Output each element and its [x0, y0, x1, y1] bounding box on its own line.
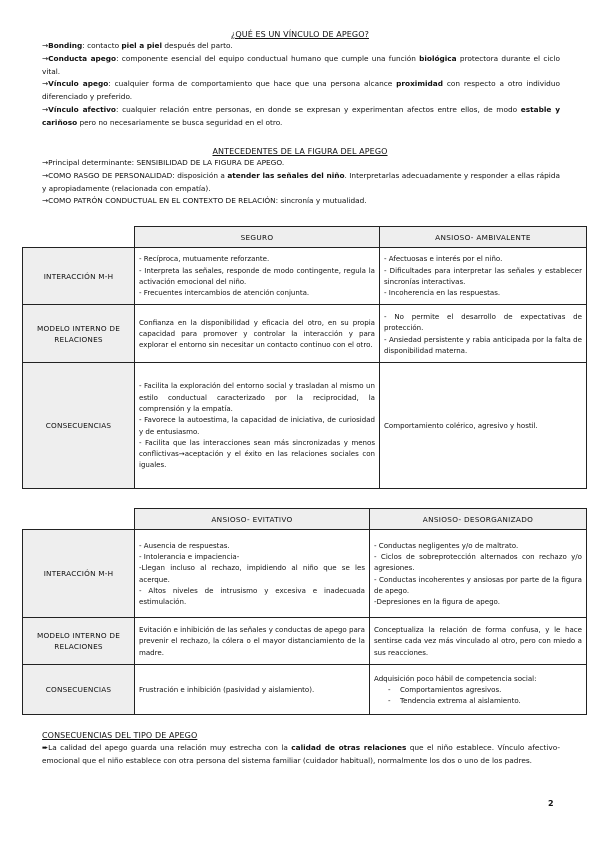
table1-corner	[23, 227, 135, 248]
cell-modelo-ambivalente: - No permite el desarrollo de expectativas de protección. - Ansiedad persistente y rabia anticipada por la falta de disponibilidad materna.	[380, 305, 587, 363]
cell-interaccion-desorganizado: - Conductas negligentes y/o de maltrato. - Ciclos de sobreprotección alternados con rechazo y/o agresiones. - Conductas incoherentes y ansiosas por parte de la figura de apego. -Depresiones en la figura de apego.	[370, 530, 587, 618]
antecedente-rasgo: →COMO RASGO DE PERSONALIDAD: disposición a atender las señales del niño. Interpretarlas adecuadamente y responder a ellas rápida y apropiadamente (relacionada con empatía).	[42, 170, 560, 193]
cell-modelo-desorganizado: Conceptualiza la relación de forma confusa, y le hace sentirse cada vez más vinculado al otro, pero con miedo a sus reacciones.	[370, 618, 587, 665]
definitions-block	[42, 40, 560, 130]
row-label-consecuencias: CONSECUENCIAS	[23, 363, 135, 489]
header-evitativo: ANSIOSO- EVITATIVO	[135, 509, 370, 530]
attachment-table-1	[22, 226, 587, 489]
cell-interaccion-ambivalente: - Afectuosas e interés por el niño. - Dificultades para interpretar las señales y establecer sincronías interactivas. - Incoherencia en las respuestas.	[380, 248, 587, 305]
cell-consecuencias-desorganizado: Adquisición poco hábil de competencia social: - Comportamientos agresivos. - Tendencia extrema al aislamiento.	[370, 665, 587, 715]
cell-interaccion-seguro: - Recíproca, mutuamente reforzante. - Interpreta las señales, responde de modo contingente, regula la activación emocional del niño. - Frecuentes intercambios de atención conjunta.	[135, 248, 380, 305]
antecedente-principal: →Principal determinante: SENSIBILIDAD DE LA FIGURA DE APEGO.	[42, 158, 285, 167]
cell-consecuencias-evitativo: Frustración e inhibición (pasividad y aislamiento).	[135, 665, 370, 715]
cell-consecuencias-ambivalente: Comportamiento colérico, agresivo y hostil.	[380, 363, 587, 489]
cell-modelo-seguro: Confianza en la disponibilidad y eficacia del otro, en su propia capacidad para promover y controlar la interacción y para explorar el entorno sin necesitar un contacto continuo con el otro.	[135, 305, 380, 363]
cell-interaccion-evitativo: - Ausencia de respuestas. - Intolerancia e impaciencia- -Llegan incluso al rechazo, impidiendo al niño que se les acerque. - Altos niveles de intrusismo y excesiva e inadecuada estimulación.	[135, 530, 370, 618]
header-seguro: SEGURO	[135, 227, 380, 248]
cell-consecuencias-seguro: - Facilita la exploración del entorno social y trasladan al mismo un estilo conductual caracterizado por la reciprocidad, la comprensión y la empatía. - Favorece la autoestima, la capacidad de iniciativa, de curiosidad y de entusiasmo. - Facilita que las interacciones sean más sincronizadas y menos conflictivas→aceptación y el éxito en las relaciones sociales con iguales.	[135, 363, 380, 489]
row-label-consecuencias: CONSECUENCIAS	[23, 665, 135, 715]
row-label-interaccion: INTERACCIÓN M-H	[23, 530, 135, 618]
page-number: 2	[548, 799, 554, 808]
cell-modelo-evitativo: Evitación e inhibición de las señales y conductas de apego para prevenir el rechazo, la cólera o el mayor distanciamiento de la madre.	[135, 618, 370, 665]
antecedentes-block	[42, 157, 560, 208]
attachment-table-2	[22, 508, 587, 715]
list-item: - Comportamientos agresivos.	[374, 684, 582, 695]
table2-corner	[23, 509, 135, 530]
header-desorganizado: ANSIOSO- DESORGANIZADO	[370, 509, 587, 530]
list-item: - Tendencia extrema al aislamiento.	[374, 695, 582, 706]
section-title-consecuencias: CONSECUENCIAS DEL TIPO DE APEGO	[42, 731, 198, 740]
row-label-modelo: MODELO INTERNO DE RELACIONES	[23, 305, 135, 363]
definition-vinculo-apego: →Vínculo apego: cualquier forma de comportamiento que hace que una persona alcance proximidad con respecto a otro individuo diferenciado y preferido.	[42, 79, 560, 102]
definition-vinculo-afectivo: →Vínculo afectivo: cualquier relación entre personas, en donde se expresan y experimentan afectos entre ellos, de modo estable y cariñoso pero no necesariamente se busca seguridad en el otro.	[42, 104, 560, 127]
antecedente-patron: →COMO PATRÓN CONDUCTUAL EN EL CONTEXTO DE RELACIÓN: sincronía y mutualidad.	[42, 196, 367, 206]
row-label-interaccion: INTERACCIÓN M-H	[23, 248, 135, 305]
definition-bonding: →Bonding: contacto piel a piel después del parto.	[42, 41, 233, 50]
consecuencias-paragraph: ➨La calidad del apego guarda una relación muy estrecha con la calidad de otras relaciones que el niño establece. Vínculo afectivo-emocional que el niño establece con otra persona del sistema familiar (cuidador habitual), normalmente los dos o uno de los padres.	[42, 743, 560, 765]
definition-conducta-apego: →Conducta apego: componente esencial del equipo conductual humano que cumple una función biológica protectora durante el ciclo vital.	[42, 53, 560, 76]
section-title-vinculo: ¿QUÉ ES UN VÍNCULO DE APEGO?	[231, 30, 369, 39]
row-label-modelo: MODELO INTERNO DE RELACIONES	[23, 618, 135, 665]
section-title-antecedentes: ANTECEDENTES DE LA FIGURA DEL APEGO	[212, 147, 388, 156]
header-ambivalente: ANSIOSO- AMBIVALENTE	[380, 227, 587, 248]
